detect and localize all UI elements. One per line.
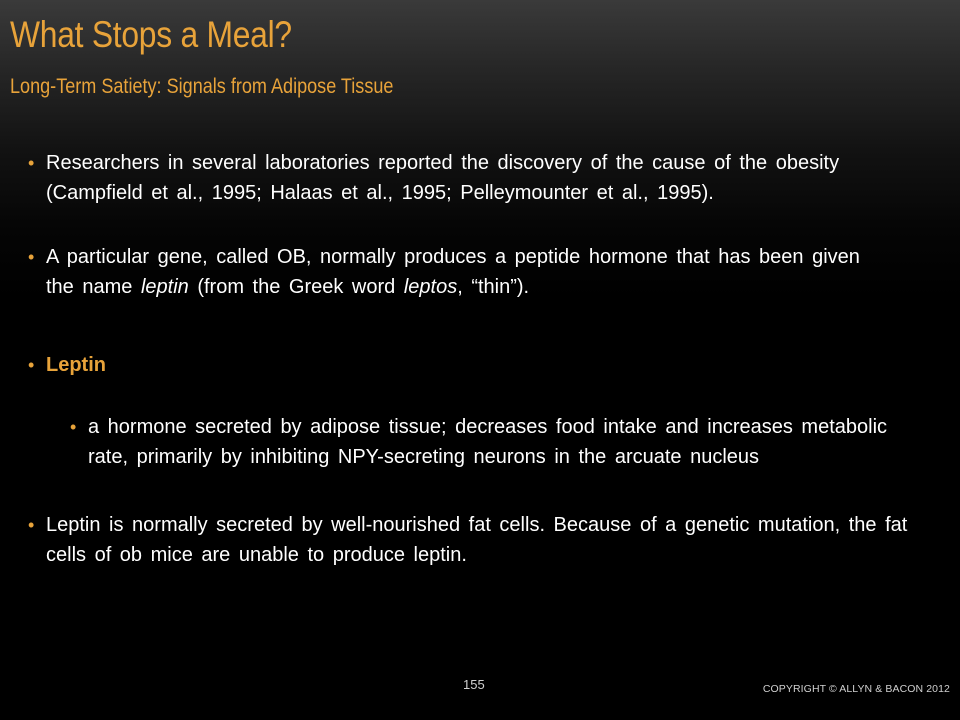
bullet-line-2e: , “thin”). [457, 276, 530, 298]
term-leptos: leptos [403, 276, 458, 298]
term-leptin: leptin [140, 276, 189, 298]
slide-subtitle: Long-Term Satiety: Signals from Adipose Tissue [10, 75, 394, 98]
bullet-line-1: A particular gene, called OB, normally produces a peptide hormone that has been given [46, 246, 860, 268]
bullet-text: Leptin is normally secreted by well-nourished fat cells. Because of a genetic mutation, the fat cells of ob mice are unable to produce leptin. [46, 514, 908, 566]
sub-bullet-leptin-definition [70, 412, 930, 472]
bullet-line-2a: the name [46, 276, 141, 298]
bullet-discovery [28, 148, 940, 208]
page-number: 155 [463, 677, 485, 692]
bullet-dot-icon: • [28, 515, 35, 535]
bullet-dot-icon: • [28, 247, 35, 267]
bullet-text: Researchers in several laboratories reported the discovery of the cause of the obesity (Campfield et al., 1995; Halaas et al., 1995; Pelleymounter et al., 1995). [46, 152, 840, 204]
bullet-leptin-heading [28, 350, 940, 380]
leptin-heading: Leptin [46, 354, 106, 376]
bullet-dot-icon: • [28, 153, 35, 173]
bullet-dot-icon: • [70, 417, 77, 437]
bullet-leptin-secretion [28, 510, 940, 570]
bullet-line-2c: (from the Greek word [188, 276, 404, 298]
slide-title: What Stops a Meal? [10, 14, 292, 55]
copyright-notice: COPYRIGHT © ALLYN & BACON 2012 [762, 683, 950, 695]
bullet-text: a hormone secreted by adipose tissue; decreases food intake and increases metabolic rate, primarily by inhibiting NPY-secreting neurons in the arcuate nucleus [88, 416, 888, 468]
bullet-ob-gene [28, 242, 940, 302]
bullet-text [46, 242, 940, 302]
bullet-dot-icon: • [28, 355, 35, 375]
